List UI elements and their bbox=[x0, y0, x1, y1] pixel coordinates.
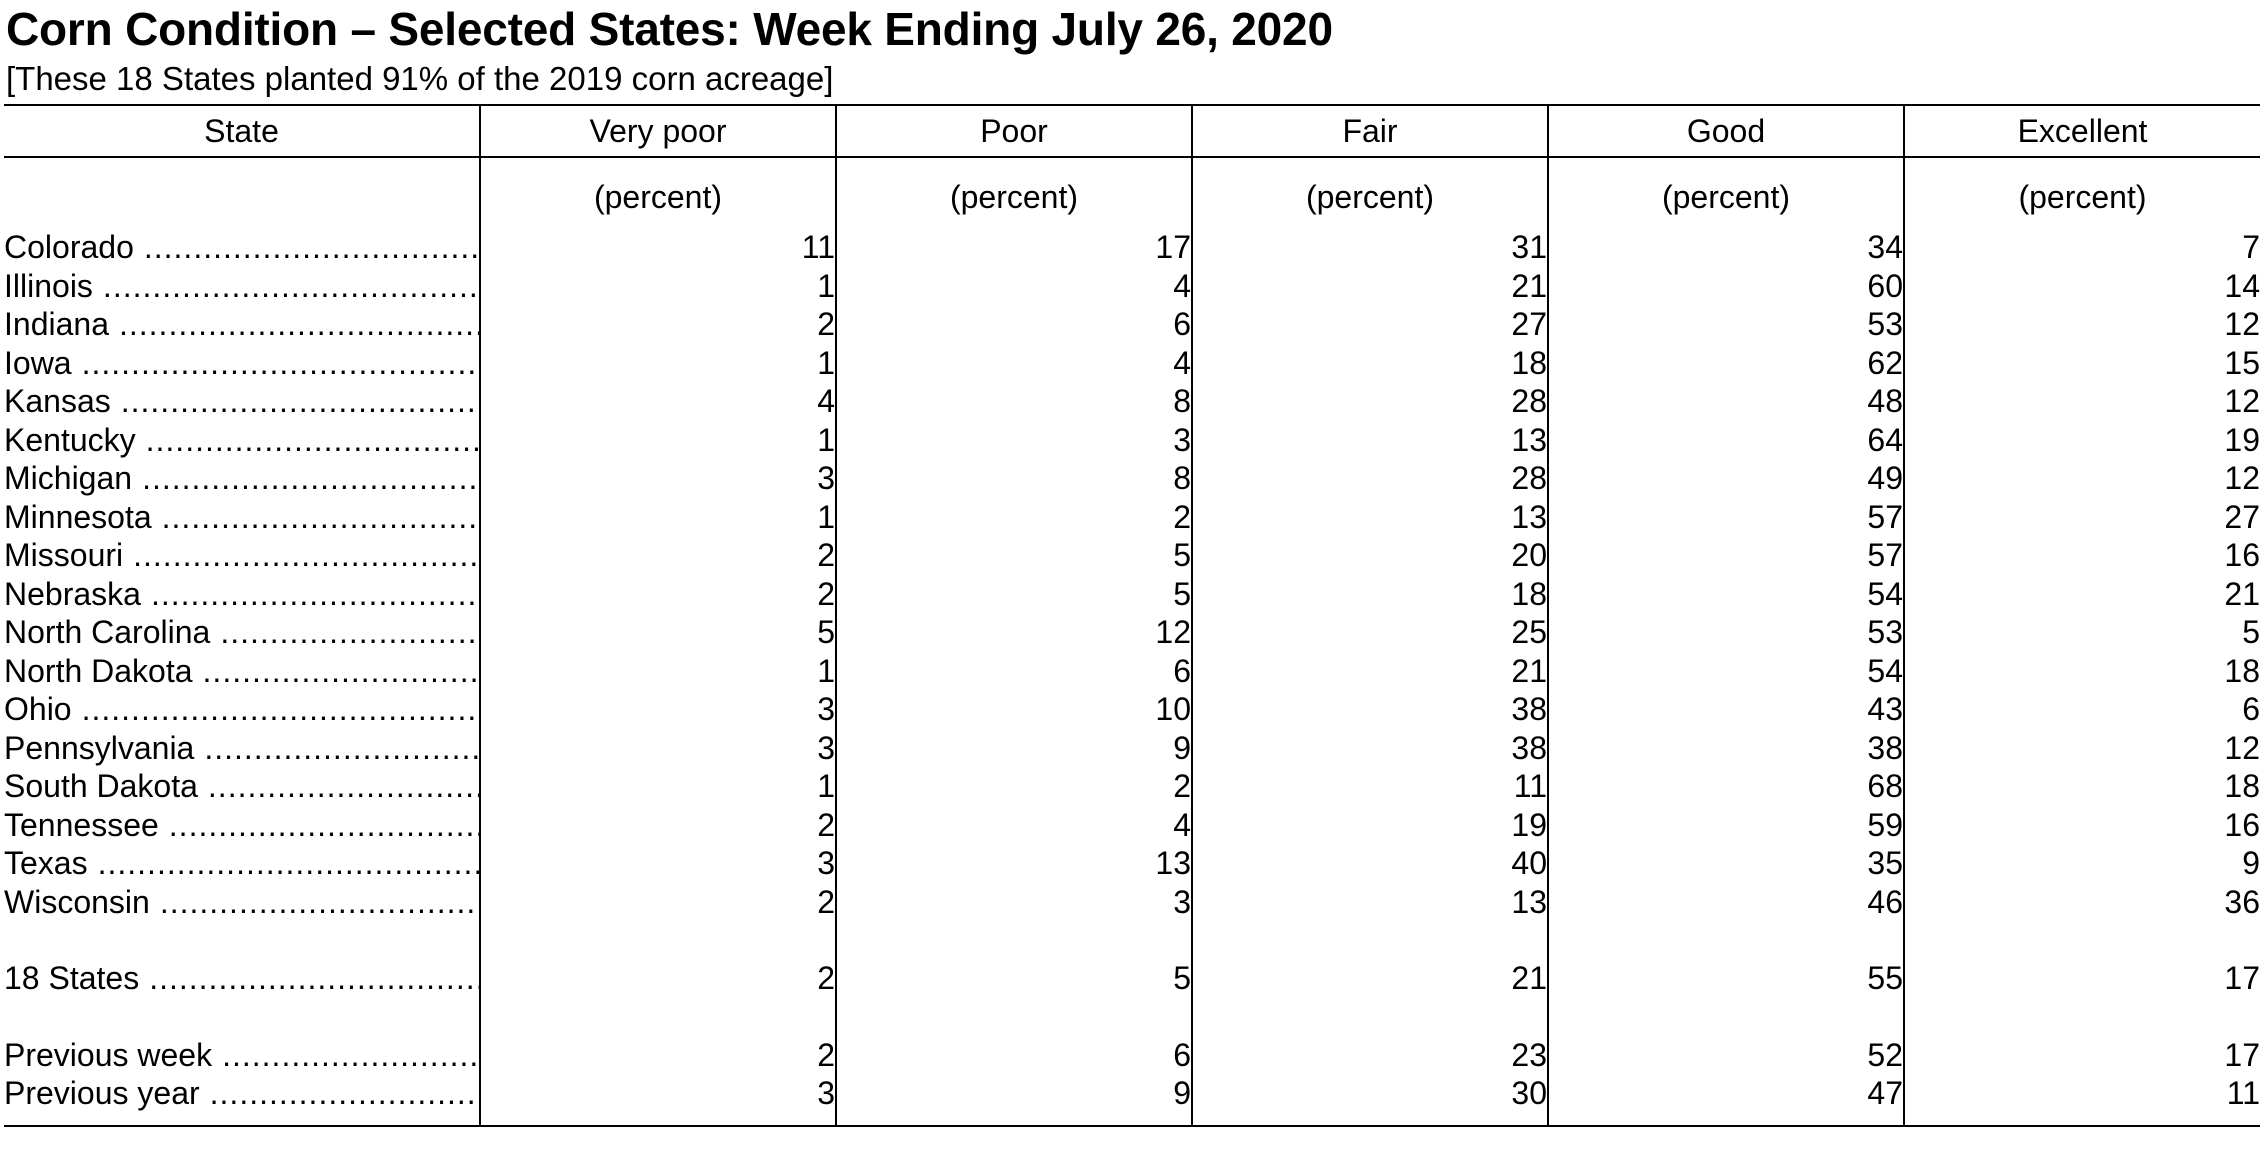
state-row bbox=[4, 729, 2260, 768]
value-good: 55 bbox=[1548, 959, 1904, 998]
state-row bbox=[4, 421, 2260, 460]
dot-leader bbox=[208, 767, 479, 806]
value-very-poor: 2 bbox=[480, 959, 836, 998]
value-fair: 21 bbox=[1192, 652, 1548, 691]
value-very-poor: 3 bbox=[480, 459, 836, 498]
value-good: 34 bbox=[1548, 228, 1904, 267]
value-good: 59 bbox=[1548, 806, 1904, 845]
dot-leader bbox=[160, 883, 479, 922]
spacer-cell bbox=[1192, 998, 1548, 1036]
dot-leader bbox=[121, 382, 479, 421]
page-subtitle: [These 18 States planted 91% of the 2019 corn acreage] bbox=[6, 60, 834, 97]
value-poor: 5 bbox=[836, 536, 1192, 575]
state-name-cell bbox=[4, 844, 480, 883]
value-good: 68 bbox=[1548, 767, 1904, 806]
state-row bbox=[4, 344, 2260, 383]
value-good: 53 bbox=[1548, 305, 1904, 344]
state-row bbox=[4, 305, 2260, 344]
page-title: Corn Condition – Selected States: Week Ending July 26, 2020 bbox=[6, 3, 1333, 55]
dot-leader bbox=[82, 344, 479, 383]
state-name-cell bbox=[4, 267, 480, 306]
value-excellent: 5 bbox=[1904, 613, 2260, 652]
column-header-state: State bbox=[4, 105, 480, 157]
state-name: Indiana bbox=[4, 306, 109, 342]
value-good: 52 bbox=[1548, 1036, 1904, 1075]
value-fair: 19 bbox=[1192, 806, 1548, 845]
state-name-cell bbox=[4, 1074, 480, 1126]
unit-label: (percent) bbox=[480, 157, 836, 228]
value-poor: 3 bbox=[836, 883, 1192, 922]
spacer-cell bbox=[836, 998, 1192, 1036]
value-excellent: 17 bbox=[1904, 959, 2260, 998]
previous-week-row bbox=[4, 1036, 2260, 1075]
value-poor: 5 bbox=[836, 575, 1192, 614]
state-row bbox=[4, 690, 2260, 729]
value-good: 43 bbox=[1548, 690, 1904, 729]
state-name: North Carolina bbox=[4, 614, 211, 650]
state-name: 18 States bbox=[4, 960, 140, 996]
value-very-poor: 2 bbox=[480, 883, 836, 922]
value-fair: 18 bbox=[1192, 575, 1548, 614]
dot-leader bbox=[169, 806, 479, 845]
value-poor: 8 bbox=[836, 382, 1192, 421]
value-excellent: 6 bbox=[1904, 690, 2260, 729]
value-poor: 2 bbox=[836, 498, 1192, 537]
state-row bbox=[4, 267, 2260, 306]
state-name-cell bbox=[4, 806, 480, 845]
state-name-cell bbox=[4, 729, 480, 768]
state-name-cell bbox=[4, 459, 480, 498]
value-excellent: 12 bbox=[1904, 459, 2260, 498]
value-very-poor: 2 bbox=[480, 806, 836, 845]
value-poor: 6 bbox=[836, 305, 1192, 344]
state-name-cell bbox=[4, 652, 480, 691]
value-fair: 28 bbox=[1192, 459, 1548, 498]
state-row bbox=[4, 613, 2260, 652]
value-poor: 4 bbox=[836, 806, 1192, 845]
value-poor: 17 bbox=[836, 228, 1192, 267]
value-good: 49 bbox=[1548, 459, 1904, 498]
previous-year-row bbox=[4, 1074, 2260, 1126]
state-name: Wisconsin bbox=[4, 883, 150, 920]
dot-leader bbox=[133, 536, 479, 575]
value-excellent: 11 bbox=[1904, 1074, 2260, 1126]
dot-leader bbox=[222, 1036, 479, 1075]
dot-leader bbox=[82, 690, 479, 729]
value-fair: 30 bbox=[1192, 1074, 1548, 1126]
state-row bbox=[4, 575, 2260, 614]
spacer-cell bbox=[836, 921, 1192, 959]
state-name-cell bbox=[4, 382, 480, 421]
state-name: Iowa bbox=[4, 344, 72, 381]
value-fair: 38 bbox=[1192, 690, 1548, 729]
value-fair: 21 bbox=[1192, 959, 1548, 998]
value-good: 57 bbox=[1548, 536, 1904, 575]
dot-leader bbox=[220, 613, 479, 652]
state-name-cell bbox=[4, 575, 480, 614]
value-good: 62 bbox=[1548, 344, 1904, 383]
state-name-cell bbox=[4, 344, 480, 383]
state-name-cell bbox=[4, 305, 480, 344]
state-name: Illinois bbox=[4, 267, 93, 304]
state-name: South Dakota bbox=[4, 768, 198, 804]
value-fair: 40 bbox=[1192, 844, 1548, 883]
value-good: 64 bbox=[1548, 421, 1904, 460]
value-good: 38 bbox=[1548, 729, 1904, 768]
state-name: Texas bbox=[4, 845, 88, 881]
value-good: 48 bbox=[1548, 382, 1904, 421]
value-very-poor: 1 bbox=[480, 498, 836, 537]
value-very-poor: 11 bbox=[480, 228, 836, 267]
value-very-poor: 1 bbox=[480, 652, 836, 691]
state-name: Minnesota bbox=[4, 498, 152, 535]
value-very-poor: 1 bbox=[480, 344, 836, 383]
dot-leader bbox=[210, 1074, 479, 1113]
state-row bbox=[4, 806, 2260, 845]
value-very-poor: 1 bbox=[480, 421, 836, 460]
corn-condition-table bbox=[4, 104, 2260, 1127]
value-very-poor: 1 bbox=[480, 267, 836, 306]
state-name-cell bbox=[4, 498, 480, 537]
dot-leader bbox=[162, 498, 479, 537]
state-name: Previous year bbox=[4, 1075, 200, 1111]
value-good: 53 bbox=[1548, 613, 1904, 652]
value-very-poor: 2 bbox=[480, 575, 836, 614]
state-name-cell bbox=[4, 421, 480, 460]
value-good: 54 bbox=[1548, 652, 1904, 691]
unit-label: (percent) bbox=[836, 157, 1192, 228]
state-name: Previous week bbox=[4, 1036, 213, 1073]
dot-leader bbox=[203, 652, 479, 691]
value-good: 60 bbox=[1548, 267, 1904, 306]
value-poor: 4 bbox=[836, 267, 1192, 306]
value-excellent: 16 bbox=[1904, 536, 2260, 575]
spacer-cell bbox=[1904, 998, 2260, 1036]
total-row bbox=[4, 959, 2260, 998]
value-fair: 13 bbox=[1192, 421, 1548, 460]
value-fair: 20 bbox=[1192, 536, 1548, 575]
value-fair: 31 bbox=[1192, 228, 1548, 267]
state-name-cell bbox=[4, 1036, 480, 1075]
dot-leader bbox=[151, 575, 479, 614]
spacer-cell bbox=[480, 921, 836, 959]
unit-label: (percent) bbox=[1904, 157, 2260, 228]
value-poor: 13 bbox=[836, 844, 1192, 883]
unit-label: (percent) bbox=[1548, 157, 1904, 228]
value-excellent: 14 bbox=[1904, 267, 2260, 306]
value-excellent: 12 bbox=[1904, 305, 2260, 344]
state-name-cell bbox=[4, 883, 480, 922]
dot-leader bbox=[146, 421, 479, 460]
value-very-poor: 3 bbox=[480, 844, 836, 883]
state-name: Pennsylvania bbox=[4, 729, 195, 766]
spacer-cell bbox=[1192, 921, 1548, 959]
dot-leader bbox=[98, 844, 479, 883]
value-very-poor: 1 bbox=[480, 767, 836, 806]
value-excellent: 19 bbox=[1904, 421, 2260, 460]
state-name: Colorado bbox=[4, 229, 134, 265]
value-excellent: 12 bbox=[1904, 382, 2260, 421]
state-row bbox=[4, 883, 2260, 922]
value-poor: 6 bbox=[836, 1036, 1192, 1075]
state-row bbox=[4, 382, 2260, 421]
units-row bbox=[4, 157, 2260, 228]
value-poor: 8 bbox=[836, 459, 1192, 498]
value-poor: 2 bbox=[836, 767, 1192, 806]
value-excellent: 36 bbox=[1904, 883, 2260, 922]
spacer-cell bbox=[1548, 998, 1904, 1036]
dot-leader bbox=[103, 267, 479, 306]
spacer-cell bbox=[1548, 921, 1904, 959]
spacer-row bbox=[4, 921, 2260, 959]
value-fair: 28 bbox=[1192, 382, 1548, 421]
spacer-cell bbox=[480, 998, 836, 1036]
value-excellent: 27 bbox=[1904, 498, 2260, 537]
unit-label: (percent) bbox=[1192, 157, 1548, 228]
value-very-poor: 5 bbox=[480, 613, 836, 652]
dot-leader bbox=[144, 228, 479, 267]
state-name: Missouri bbox=[4, 537, 124, 573]
value-excellent: 21 bbox=[1904, 575, 2260, 614]
value-excellent: 18 bbox=[1904, 767, 2260, 806]
value-very-poor: 3 bbox=[480, 729, 836, 768]
value-fair: 13 bbox=[1192, 498, 1548, 537]
value-good: 46 bbox=[1548, 883, 1904, 922]
column-header-fair: Fair bbox=[1192, 105, 1548, 157]
value-poor: 9 bbox=[836, 1074, 1192, 1126]
dot-leader bbox=[204, 729, 479, 768]
value-fair: 38 bbox=[1192, 729, 1548, 768]
value-poor: 3 bbox=[836, 421, 1192, 460]
value-fair: 25 bbox=[1192, 613, 1548, 652]
state-name: Ohio bbox=[4, 691, 72, 727]
state-name: Nebraska bbox=[4, 575, 141, 612]
value-very-poor: 3 bbox=[480, 1074, 836, 1126]
column-header-good: Good bbox=[1548, 105, 1904, 157]
value-poor: 6 bbox=[836, 652, 1192, 691]
column-header-excellent: Excellent bbox=[1904, 105, 2260, 157]
state-name: North Dakota bbox=[4, 652, 193, 689]
state-row bbox=[4, 844, 2260, 883]
value-very-poor: 2 bbox=[480, 536, 836, 575]
state-row bbox=[4, 652, 2260, 691]
value-fair: 21 bbox=[1192, 267, 1548, 306]
column-header-poor: Poor bbox=[836, 105, 1192, 157]
column-header-very-poor: Very poor bbox=[480, 105, 836, 157]
header-row bbox=[4, 105, 2260, 157]
value-fair: 18 bbox=[1192, 344, 1548, 383]
value-very-poor: 4 bbox=[480, 382, 836, 421]
value-fair: 11 bbox=[1192, 767, 1548, 806]
state-row bbox=[4, 459, 2260, 498]
value-poor: 5 bbox=[836, 959, 1192, 998]
value-excellent: 16 bbox=[1904, 806, 2260, 845]
state-name: Tennessee bbox=[4, 806, 159, 843]
state-name: Kentucky bbox=[4, 421, 136, 458]
spacer-cell bbox=[1904, 921, 2260, 959]
value-excellent: 9 bbox=[1904, 844, 2260, 883]
spacer-cell bbox=[4, 998, 480, 1036]
value-excellent: 12 bbox=[1904, 729, 2260, 768]
value-excellent: 17 bbox=[1904, 1036, 2260, 1075]
value-excellent: 18 bbox=[1904, 652, 2260, 691]
value-poor: 12 bbox=[836, 613, 1192, 652]
value-fair: 27 bbox=[1192, 305, 1548, 344]
value-excellent: 15 bbox=[1904, 344, 2260, 383]
value-fair: 13 bbox=[1192, 883, 1548, 922]
value-poor: 4 bbox=[836, 344, 1192, 383]
value-excellent: 7 bbox=[1904, 228, 2260, 267]
dot-leader bbox=[119, 305, 479, 344]
state-name-cell bbox=[4, 690, 480, 729]
state-name-cell bbox=[4, 228, 480, 267]
value-fair: 23 bbox=[1192, 1036, 1548, 1075]
state-name-cell bbox=[4, 613, 480, 652]
state-row bbox=[4, 536, 2260, 575]
value-good: 35 bbox=[1548, 844, 1904, 883]
state-row bbox=[4, 498, 2260, 537]
value-good: 54 bbox=[1548, 575, 1904, 614]
state-row bbox=[4, 767, 2260, 806]
value-poor: 9 bbox=[836, 729, 1192, 768]
value-good: 57 bbox=[1548, 498, 1904, 537]
dot-leader bbox=[142, 459, 479, 498]
dot-leader bbox=[149, 959, 479, 998]
spacer-row bbox=[4, 998, 2260, 1036]
value-very-poor: 2 bbox=[480, 1036, 836, 1075]
value-good: 47 bbox=[1548, 1074, 1904, 1126]
state-name-cell bbox=[4, 959, 480, 998]
state-name-cell bbox=[4, 536, 480, 575]
state-name: Michigan bbox=[4, 460, 133, 496]
value-very-poor: 2 bbox=[480, 305, 836, 344]
units-cell-empty bbox=[4, 157, 480, 228]
value-poor: 10 bbox=[836, 690, 1192, 729]
state-name: Kansas bbox=[4, 383, 111, 419]
spacer-cell bbox=[4, 921, 480, 959]
state-row bbox=[4, 228, 2260, 267]
value-very-poor: 3 bbox=[480, 690, 836, 729]
state-name-cell bbox=[4, 767, 480, 806]
